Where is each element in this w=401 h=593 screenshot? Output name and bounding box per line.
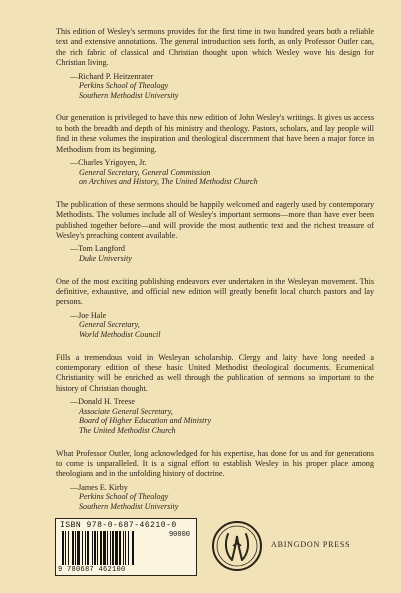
isbn-barcode — [55, 518, 197, 576]
barcode-bar — [110, 531, 111, 565]
endorsement — [56, 449, 374, 512]
endorsement-attribution — [70, 311, 374, 340]
endorsement — [56, 277, 374, 340]
endorsement — [56, 27, 374, 100]
barcode-bar — [87, 531, 89, 565]
endorser-name: —Charles Yrigoyen, Jr. — [70, 158, 147, 168]
abingdon-monogram-icon — [211, 520, 263, 572]
endorser-name: —Richard P. Heitzenrater — [70, 71, 154, 81]
barcode-bar — [103, 531, 106, 565]
back-cover-footer — [0, 518, 401, 593]
endorsement-attribution — [70, 158, 374, 187]
barcode-bar — [62, 531, 64, 565]
endorser-name: —Tom Langford — [70, 244, 125, 254]
endorser-affiliation: Southern Methodist University — [79, 90, 179, 100]
endorser-name: —Donald H. Treese — [70, 397, 135, 407]
endorsement — [56, 200, 374, 264]
endorser-affiliation: Southern Methodist University — [79, 502, 179, 512]
endorser-affiliation: Perkins School of Theology — [79, 81, 169, 91]
barcode-bar — [85, 531, 86, 565]
endorsement-quote: Fills a tremendous void in Wesleyan scholarship. Clergy and laity have long needed a contemporary edition of these basic United Methodist theological documents. Ecumenical Christianity will be enriched as well through the publication of sermons so important to the history of Christian thought. — [56, 352, 374, 393]
endorsement — [56, 113, 374, 186]
barcode-bar — [75, 531, 76, 565]
endorser-name: —James E. Kirby — [70, 482, 128, 492]
endorsement-quote: This edition of Wesley's sermons provides for the first time in two hundred years both a reliable text and extensive annotations. The general introduction sets forth, as only Professor Outler can, the rich fabric of classical and Christian thought upon which Wesley wove his design for Christian living. — [56, 27, 374, 68]
endorsement-quote: What Professor Outler, long acknowledged for his expertise, has done for us and for generations to come is unparalleled. It is a signal effort to establish Wesley in his proper place among theologians and in the unfolding history of doctrine. — [56, 448, 374, 479]
barcode-digits: 9 780687 462100 — [58, 566, 126, 574]
endorsement-attribution — [70, 483, 374, 512]
barcode-bar — [94, 531, 96, 565]
barcode-bar — [100, 531, 102, 565]
barcode-bar — [115, 531, 118, 565]
barcode-bars — [62, 531, 154, 565]
endorsement-quote: The publication of these sermons should be happily welcomed and eagerly used by contemporary Methodists. The volumes include all of Wesley's important sermons—more than have ever been published together before—and will provide the most authentic text and the richest treasure of Wesley's preaching content available. — [56, 199, 374, 241]
barcode-bar — [68, 531, 69, 565]
barcode-bar — [123, 531, 124, 565]
endorser-affiliation: Perkins School of Theology — [79, 492, 169, 502]
publisher-name: ABINGDON PRESS — [271, 540, 351, 549]
barcode-bar — [77, 531, 80, 565]
barcode-bar — [112, 531, 114, 565]
barcode-bar — [97, 531, 98, 565]
endorser-affiliation: Board of Higher Education and Ministry — [79, 416, 212, 426]
endorser-affiliation: General Secretary, General Commission — [79, 167, 211, 177]
endorsement-quote: Our generation is privileged to have this new edition of John Wesley's writings. It gives us access to both the breadth and depth of his ministry and theology. Pastors, scholars, and lay people will find in these volumes the inspiration and theological discernment that have been a major force in Methodism from its beginning. — [56, 113, 374, 154]
barcode-bar — [128, 531, 129, 565]
barcode-bar — [82, 531, 83, 565]
barcode-bar — [125, 531, 126, 565]
barcode-bar — [132, 531, 134, 565]
barcode-bar — [107, 531, 108, 565]
endorsements — [56, 27, 374, 525]
endorser-affiliation: Associate General Secretary, — [79, 406, 173, 416]
endorser-affiliation: General Secretary, — [79, 320, 140, 330]
endorsement-attribution — [70, 72, 374, 101]
endorsement — [56, 353, 374, 436]
endorser-affiliation: on Archives and History, The United Methodist Church — [79, 177, 258, 187]
isbn-label: ISBN 978-0-687-46210-0 — [60, 521, 177, 530]
barcode-bar — [65, 531, 66, 565]
barcode-bar — [92, 531, 93, 565]
endorser-affiliation: Duke University — [79, 254, 132, 264]
barcode-bar — [119, 531, 121, 565]
endorser-affiliation: World Methodist Council — [79, 330, 161, 340]
barcode-bar — [72, 531, 74, 565]
endorsement-attribution — [70, 244, 374, 263]
price-code: 90000 — [168, 531, 190, 539]
endorsement-attribution — [70, 397, 374, 435]
endorser-affiliation: The United Methodist Church — [79, 426, 176, 436]
endorsement-quote: One of the most exciting publishing endeavors ever undertaken in the Wesleyan movement. This definitive, exhaustive, and official new edition will greatly benefit local church pastors and lay persons. — [56, 276, 374, 307]
endorser-name: —Joe Hale — [70, 310, 107, 320]
